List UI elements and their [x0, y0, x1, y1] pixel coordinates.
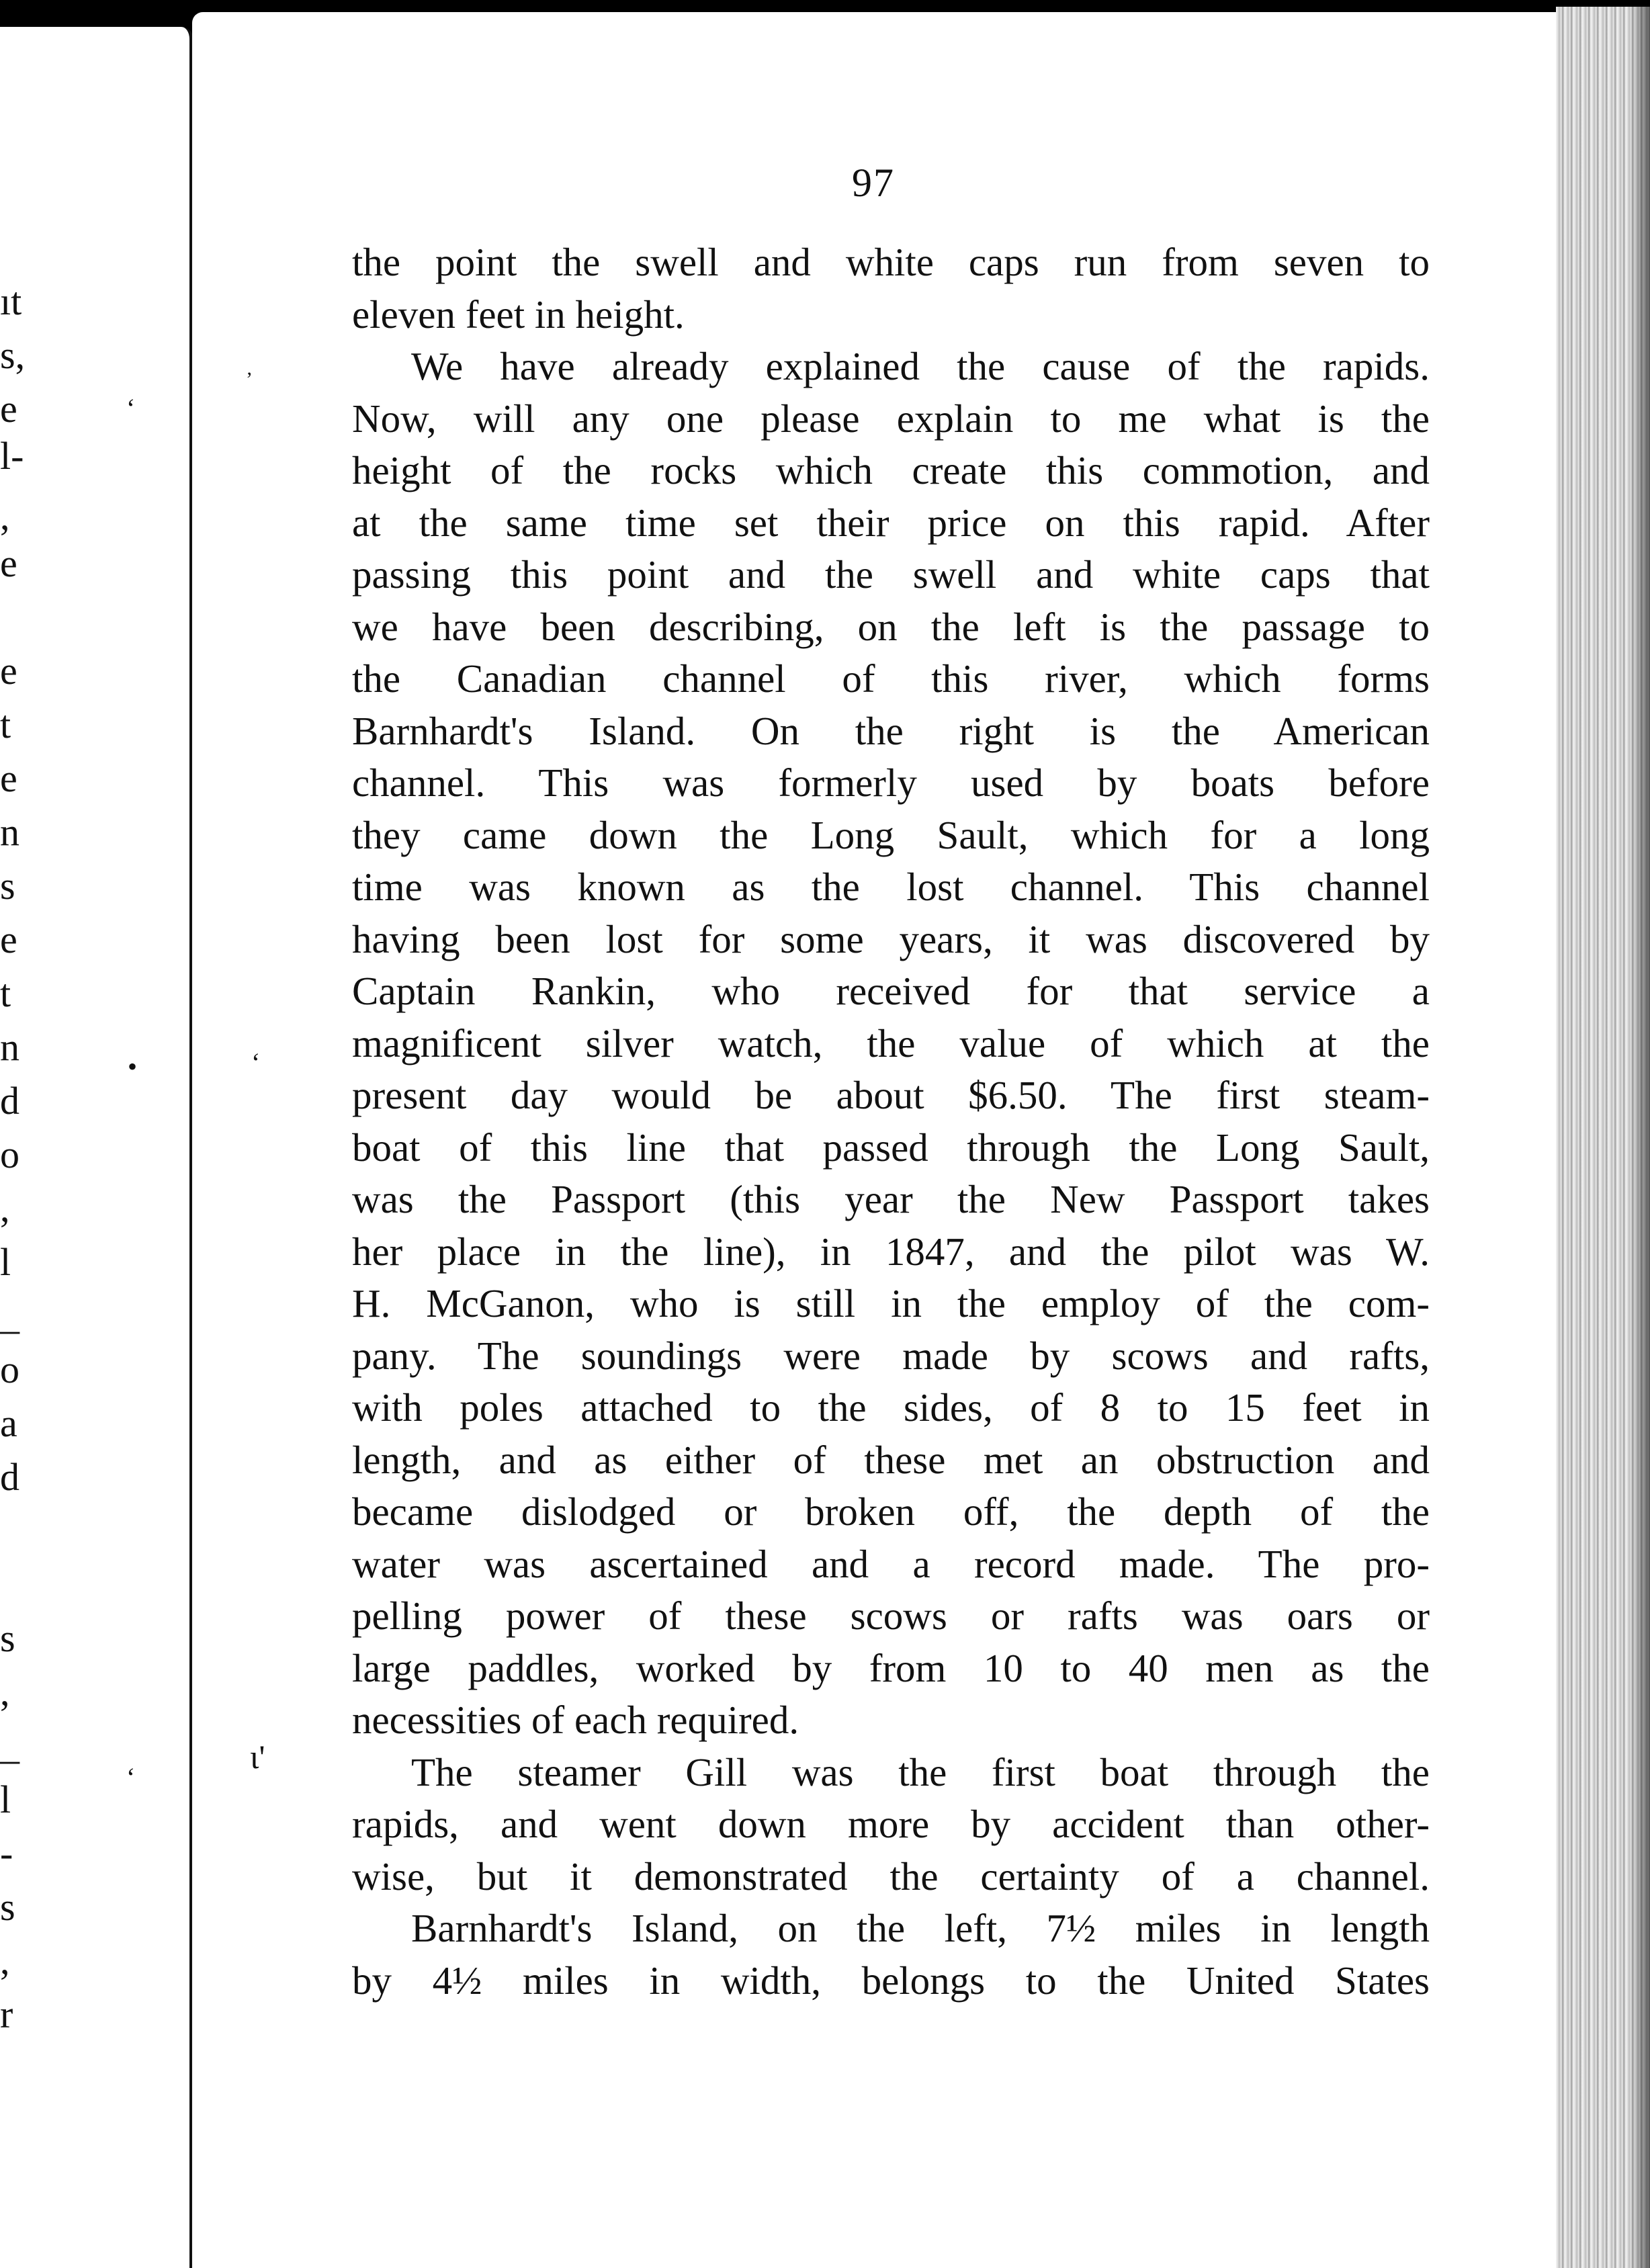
previous-page-line-ends [0, 27, 54, 2268]
text-line: Captain Rankin, who received for that service a [352, 969, 1430, 1013]
text-line: H. McGanon, who is still in the employ of the com- [352, 1281, 1430, 1325]
line-end-fragment: e [0, 756, 17, 800]
text-line: boat of this line that passed through the Long Sault, [352, 1125, 1430, 1170]
text-line: with poles attached to the sides, of 8 to 15 feet in [352, 1385, 1430, 1430]
line-end-fragment: r [0, 1993, 13, 2036]
text-line: height of the rocks which create this commotion, and [352, 448, 1430, 492]
ink-speck: ʻ [251, 1047, 261, 1078]
line-end-fragment: s, [0, 333, 26, 377]
line-end-fragment: t [0, 971, 11, 1015]
text-line: We have already explained the cause of the rapids. [411, 344, 1430, 388]
text-line: large paddles, worked by from 10 to 40 men as the [352, 1645, 1430, 1690]
ink-speck: ‘ [126, 1762, 136, 1792]
text-line: they came down the Long Sault, which for a long [352, 812, 1430, 857]
text-line: time was known as the lost channel. This channel [352, 865, 1430, 909]
ink-speck: • [128, 1051, 138, 1082]
text-line: magnificent silver watch, the value of which at the [352, 1020, 1430, 1065]
text-line: necessities of each required. [352, 1698, 799, 1742]
page-edge-shading [1556, 7, 1650, 2268]
text-line: we have been describing, on the left is the passage to [352, 604, 1430, 649]
text-line: eleven feet in height. [352, 292, 685, 337]
line-end-fragment: n [0, 1025, 19, 1069]
text-line: pelling power of these scows or rafts was oars or [352, 1594, 1430, 1638]
line-end-fragment: e [0, 918, 17, 961]
line-end-fragment: l- [0, 434, 24, 478]
text-line: was the Passport (this year the New Passport takes [352, 1177, 1430, 1221]
line-end-fragment: , [0, 1939, 10, 1982]
text-line: the point the swell and white caps run from seven to [352, 240, 1430, 284]
previous-page-fragment [0, 27, 193, 2268]
line-end-fragment: d [0, 1455, 19, 1499]
ink-speck: ‘ [126, 393, 136, 423]
text-line: length, and as either of these met an obstruction and [352, 1437, 1430, 1482]
ink-speck: ɩ' [250, 1738, 265, 1776]
text-line: Barnhardt's Island, on the left, 7½ miles in length [411, 1906, 1430, 1950]
line-end-fragment: , [0, 1186, 10, 1230]
text-line: wise, but it demonstrated the certainty of a channel. [352, 1853, 1430, 1899]
text-line: channel. This was formerly used by boats before [352, 760, 1430, 805]
line-end-fragment: e [0, 649, 17, 693]
text-line: Now, will any one please explain to me what is the [352, 396, 1430, 441]
line-end-fragment: l [0, 1240, 11, 1284]
line-end-fragment: - [0, 1831, 13, 1875]
line-end-fragment: , [0, 494, 10, 538]
line-end-fragment: _ [0, 1724, 19, 1768]
line-end-fragment: s [0, 864, 15, 908]
line-end-fragment: a [0, 1401, 17, 1445]
line-end-fragment: , [0, 1670, 10, 1714]
line-end-fragment: l [0, 1778, 11, 1821]
line-end-fragment: s [0, 1885, 15, 1929]
page-number: 97 [852, 161, 895, 205]
line-end-fragment: o [0, 1133, 19, 1176]
text-line: by 4½ miles in width, belongs to the United States [352, 1958, 1430, 2003]
line-end-fragment: s [0, 1616, 15, 1660]
line-end-fragment: d [0, 1079, 19, 1123]
line-end-fragment: e [0, 541, 17, 585]
line-end-fragment: ıt [0, 279, 22, 323]
body-text [352, 236, 1430, 2007]
ink-speck: ’ [246, 368, 253, 390]
text-line: having been lost for some years, it was discovered by [352, 916, 1430, 961]
text-line: present day would be about $6.50. The first steam- [352, 1073, 1430, 1117]
text-line: water was ascertained and a record made. The pro- [352, 1541, 1430, 1586]
line-end-fragment: t [0, 703, 11, 746]
text-line: Barnhardt's Island. On the right is the American [352, 708, 1430, 753]
text-line: pany. The soundings were made by scows and rafts, [352, 1333, 1430, 1378]
text-line: passing this point and the swell and white caps that [352, 552, 1430, 597]
text-line: at the same time set their price on this rapid. After [352, 500, 1430, 545]
text-line: rapids, and went down more by accident than other- [352, 1802, 1430, 1846]
text-line: The steamer Gill was the first boat through the [411, 1749, 1430, 1794]
line-end-fragment: n [0, 810, 19, 854]
line-end-fragment: o [0, 1348, 19, 1391]
text-line: became dislodged or broken off, the depth of the [352, 1489, 1430, 1534]
text-line: her place in the line), in 1847, and the pilot was W. [352, 1229, 1430, 1274]
text-line: the Canadian channel of this river, which forms [352, 656, 1430, 701]
line-end-fragment: _ [0, 1294, 19, 1338]
line-end-fragment: e [0, 387, 17, 431]
